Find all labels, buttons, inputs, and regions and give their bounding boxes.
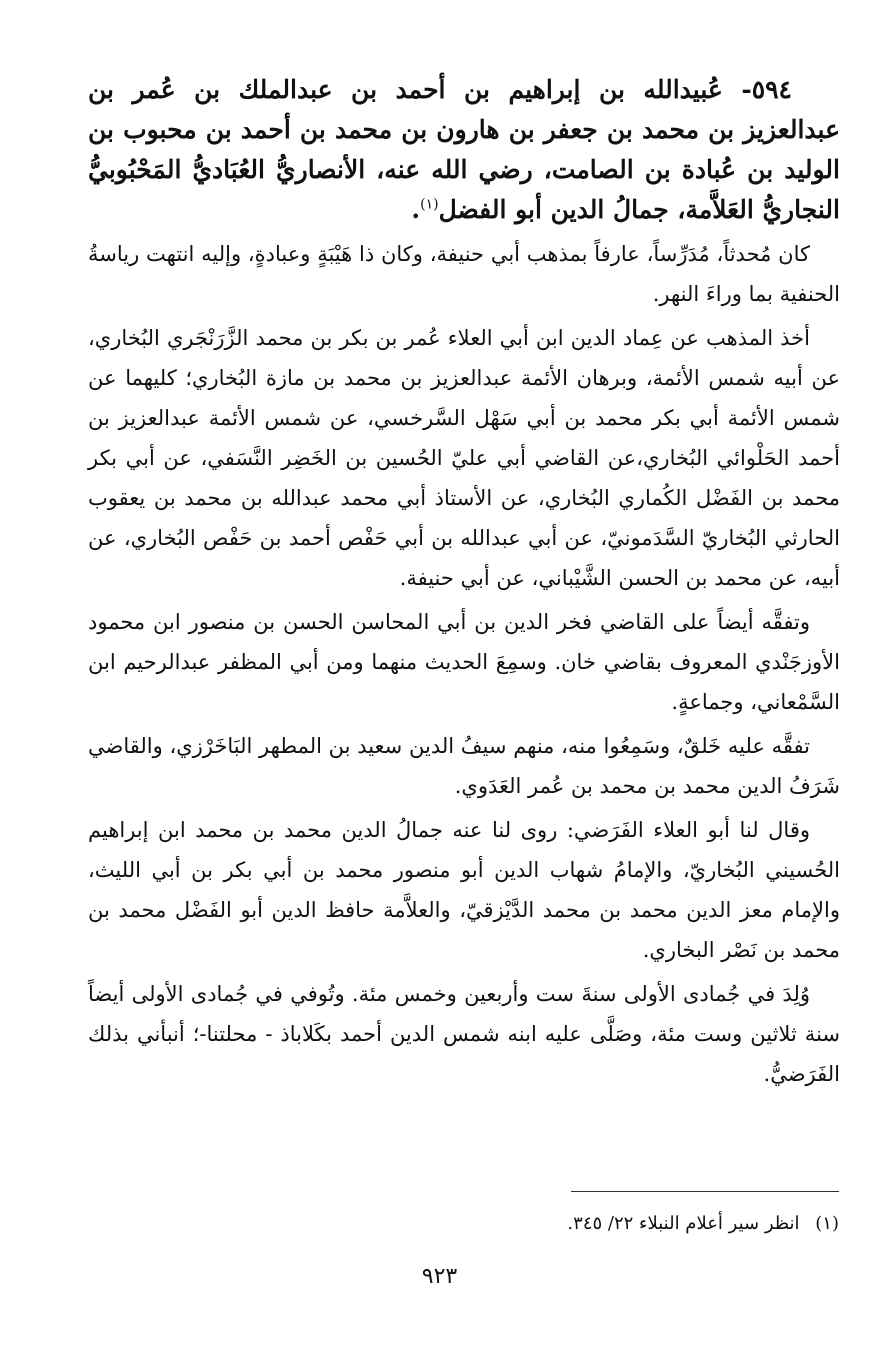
paragraph-teachers: أخذ المذهب عن عِماد الدين ابن أبي العلاء عُمر بن بكر بن محمد الزَّرَنْجَري البُخاري، عن أبيه شمس الأئمة، وبرهان الأئمة عبدالعزيز بن محمد بن مازة البُخاري؛ كليهما عن شمس الأئمة أبي بكر محمد بن أبي سَهْل السَّرخسي، عن شمس الأئمة عبدالعزيز بن أحمد الحَلْوائي البُخاري،عن القاضي أبي عليّ الحُسين بن الخَضِر النَّسَفي، عن أبي بكر محمد بن الفَضْل الكُماري البُخاري، عن الأستاذ أبي محمد عبدالله بن محمد بن يعقوب الحارثي البُخاريّ السَّدَمونيّ، عن أبي عبدالله بن أبي حَفْص أحمد بن حَفْص البُخاري، عن أبيه، عن محمد بن الحسن الشَّيْباني، عن أبي حنيفة. (88, 326, 840, 590)
entry-end-mark: . (411, 195, 421, 224)
paragraph-birth-death: وُلِدَ في جُمادى الأولى سنةَ ست وأربعين وخمس مئة. وتُوفي في جُمادى الأولى أيضاً سنة ثلاثين وست مئة، وصَلَّى عليه ابنه شمس الدين أحمد بكَلاباذ - محلتنا-؛ أنبأني بذلك الفَرَضيُّ. (88, 982, 840, 1086)
footnote-marker: (١) (815, 1213, 839, 1234)
entry-heading (88, 70, 840, 230)
entry-number: ٥٩٤- (741, 75, 792, 104)
paragraph-students: تفقَّه عليه خَلقٌ، وسَمِعُوا منه، منهم سيفُ الدين سعيد بن المطهر البَاخَرْزي، والقاضي شَرَفُ الدين محمد بن محمد بن عُمر العَدَوي. (88, 734, 840, 798)
footnote (87, 1210, 839, 1238)
entry-title: عُبيدالله بن إبراهيم بن أحمد بن عبدالملك بن عُمر بن عبدالعزيز بن محمد بن جعفر بن هارون بن محمد بن أحمد بن محبوب بن الوليد بن عُبادة بن الصامت، رضي الله عنه، الأنصاريُّ العُبَاديُّ المَحْبُوبيُّ النجاريُّ العَلاَّمة، جمالُ الدين أبو الفضل (88, 75, 840, 224)
footnote-ref: (١) (420, 196, 439, 213)
footnote-text: انظر سير أعلام النبلاء ٢٢/ ٣٤٥. (567, 1213, 800, 1234)
entry-body (88, 70, 840, 1094)
paragraph-narrators: وقال لنا أبو العلاء الفَرَضي: روى لنا عنه جمالُ الدين محمد بن محمد ابن إبراهيم الحُسيني البُخاريّ، والإمامُ شهاب الدين أبو منصور محمد بن أبي بكر بن أبي الليث، والإمام معز الدين محمد بن محمد الدَّيْزقيّ، والعلاَّمة حافظ الدين أبو الفَضْل محمد بن محمد بن نَصْر البخاري. (88, 818, 840, 962)
paragraph-further-study: وتفقَّه أيضاً على القاضي فخر الدين بن أبي المحاسن الحسن بن منصور ابن محمود الأوزجَنْدي المعروف بقاضي خان. وسمِعَ الحديث منهما ومن أبي المظفر عبدالرحيم ابن السَّمْعاني، وجماعةٍ. (88, 610, 840, 714)
footnote-divider (571, 1191, 839, 1192)
paragraph-description: كان مُحدثاً، مُدَرِّساً، عارفاً بمذهب أبي حنيفة، وكان ذا هَيْبَةٍ وعبادةٍ، وإليه انتهت رياسةُ الحنفية بما وراءَ النهر. (88, 242, 840, 306)
page-number: ٩٢٣ (421, 1264, 458, 1289)
